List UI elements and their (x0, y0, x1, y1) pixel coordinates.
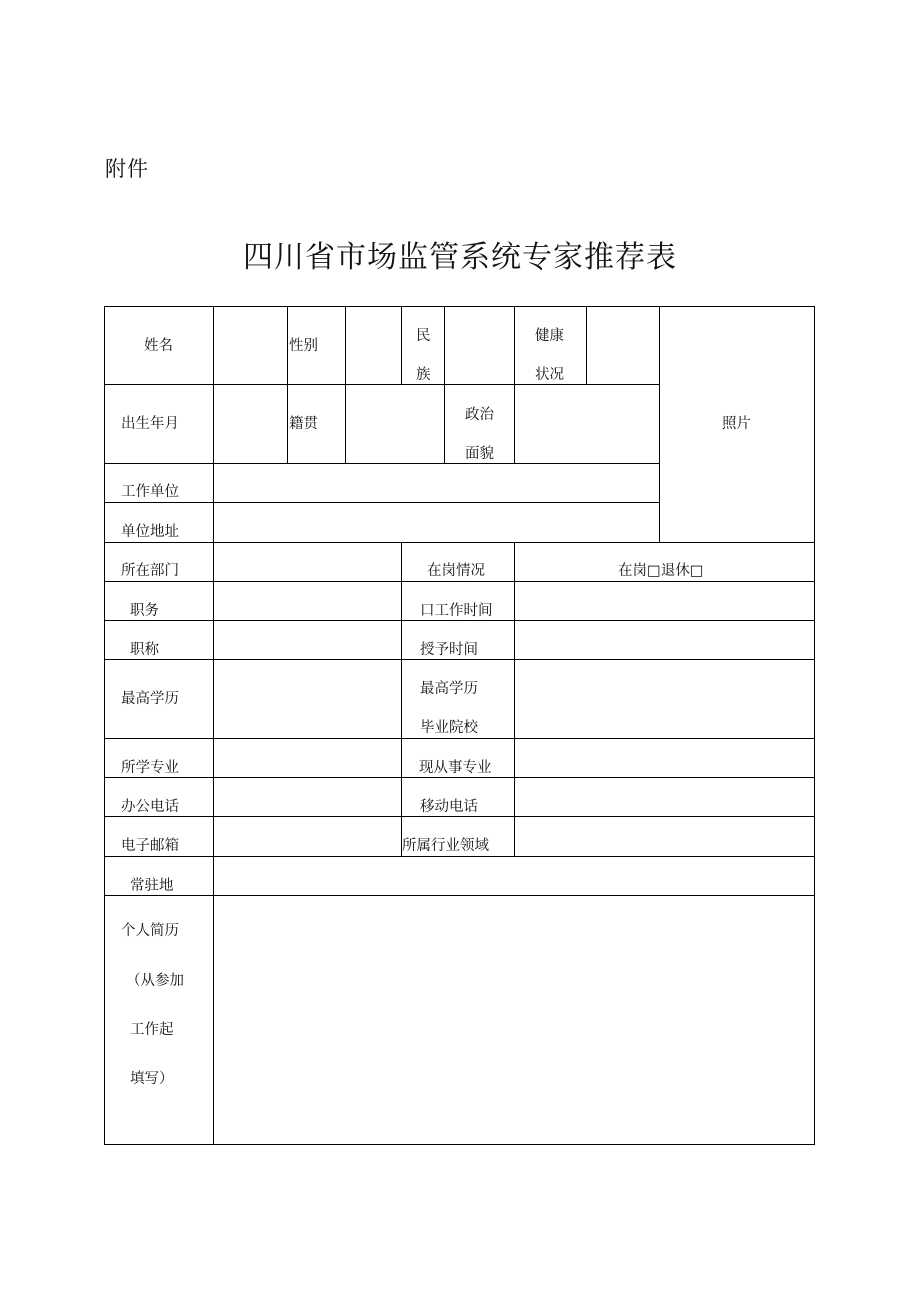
label-major: 所学专业 (121, 760, 179, 776)
page-title: 四川省市场监管系统专家推荐表 (243, 240, 677, 275)
col-line (401, 542, 402, 856)
label-resume-line3: 工作起 (130, 1022, 174, 1038)
label-graduate-school-line1: 最高学历 (420, 681, 478, 697)
label-email: 电子邮箱 (121, 838, 179, 854)
col-line (213, 306, 214, 1145)
table-border-right (814, 306, 815, 1145)
row-line (104, 856, 815, 857)
label-department: 所在部门 (121, 563, 179, 579)
label-title-rank: 职称 (130, 642, 159, 658)
row-line (104, 502, 660, 503)
row-line (104, 384, 660, 385)
table-border-bottom (104, 1144, 815, 1145)
row-line (104, 620, 815, 621)
label-gender: 性别 (289, 338, 318, 354)
label-graduate-school-line2: 毕业院校 (420, 720, 478, 736)
label-job-status: 在岗情况 (427, 563, 485, 579)
row-line (104, 581, 815, 582)
row-line (104, 738, 815, 739)
label-resume-line1: 个人简历 (121, 923, 179, 939)
label-current-major: 现从事专业 (419, 760, 492, 776)
label-employer: 工作单位 (121, 484, 179, 500)
row-line (104, 659, 815, 660)
table-border-top (104, 306, 815, 307)
row-line (104, 816, 815, 817)
label-birth-date: 出生年月 (121, 416, 179, 432)
label-name: 姓名 (144, 338, 173, 354)
recommendation-form-table (104, 306, 815, 1145)
label-granted-time: 授予时间 (420, 642, 478, 658)
label-political-line1: 政治 (465, 407, 494, 423)
label-health-line1: 健康 (535, 328, 564, 344)
table-border-left (104, 306, 105, 1145)
label-mobile-phone: 移动电话 (420, 799, 478, 815)
row-line (104, 542, 815, 543)
label-resume-line4: 填写） (130, 1071, 174, 1087)
label-highest-education: 最高学历 (121, 691, 179, 707)
row-line (104, 463, 660, 464)
col-line (287, 306, 288, 463)
label-employer-address: 单位地址 (121, 524, 179, 540)
attachment-label: 附件 (105, 157, 149, 181)
row-line (104, 777, 815, 778)
col-line (345, 306, 346, 463)
col-line (401, 306, 402, 384)
label-ethnicity-line2: 族 (416, 367, 431, 383)
label-native-place: 籍贯 (289, 416, 318, 432)
col-line (514, 542, 515, 856)
label-resume-line2: （从参加 (126, 973, 184, 989)
label-health-line2: 状况 (535, 367, 564, 383)
label-industry: 所属行业领域 (402, 838, 489, 854)
job-status-options[interactable]: 在岗□退休□ (618, 563, 704, 579)
col-line (659, 306, 660, 542)
label-position: 职务 (130, 603, 159, 619)
col-line (444, 306, 445, 463)
label-residence: 常驻地 (130, 878, 174, 894)
col-line (586, 306, 587, 384)
photo-placeholder-label: 照片 (722, 416, 751, 432)
label-work-start-time: 口工作时间 (420, 603, 493, 619)
label-ethnicity-line1: 民 (416, 328, 431, 344)
col-line (514, 306, 515, 463)
label-office-phone: 办公电话 (121, 799, 179, 815)
label-political-line2: 面貌 (465, 446, 494, 462)
row-line (104, 895, 815, 896)
